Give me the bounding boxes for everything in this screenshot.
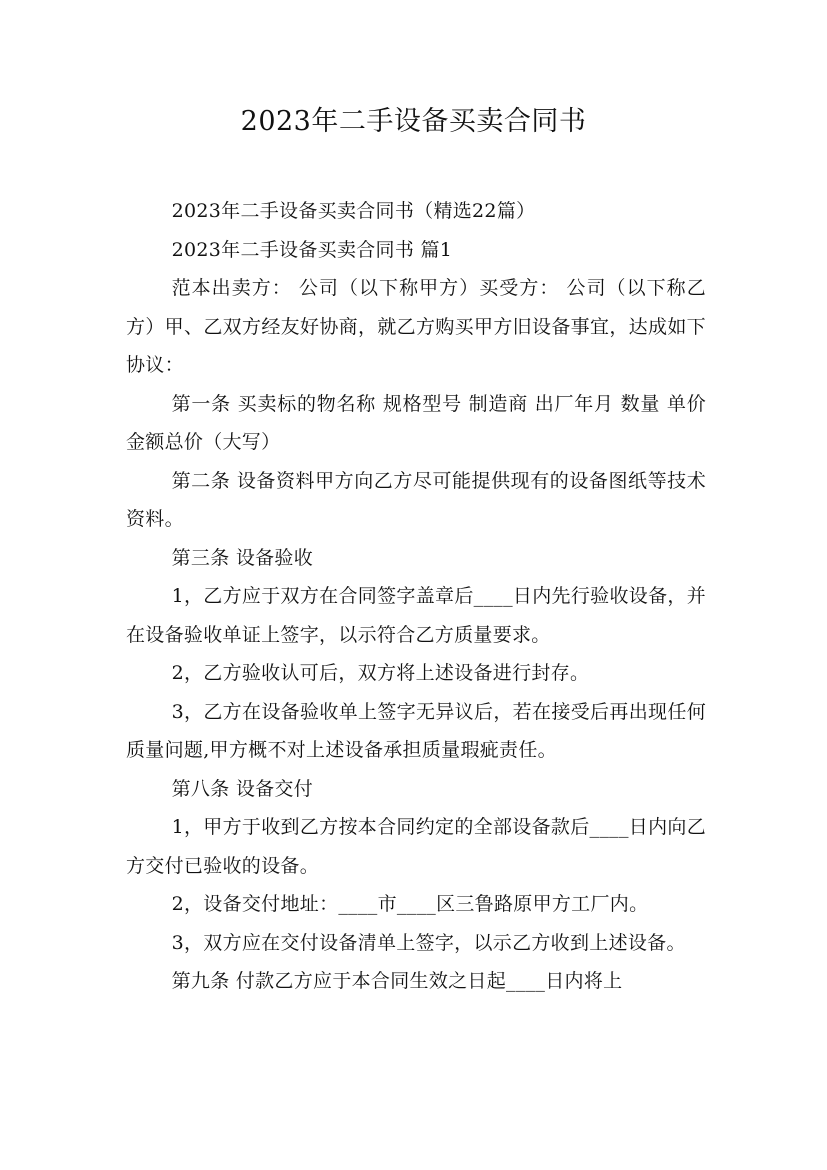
paragraph-subtitle: 2023年二手设备买卖合同书（精选22篇） [171,200,536,222]
paragraph-clause-2: 第二条 设备资料甲方向乙方尽可能提供现有的设备图纸等技术资料。 [126,469,706,530]
document-body [126,192,706,1001]
paragraph-clause-3-item-1: 1，乙方应于双方在合同签字盖章后____日内先行验收设备，并在设备验收单证上签字，以示符合乙方质量要求。 [126,585,706,646]
paragraph-clause-8-item-3: 3，双方应在交付设备清单上签字，以示乙方收到上述设备。 [171,931,686,954]
paragraph-parties: 范本出卖方： 公司（以下称甲方）买受方： 公司（以下称乙方）甲、乙双方经友好协商，就乙方购买甲方旧设备事宜，达成如下协议： [126,277,706,376]
paragraph-clause-1: 第一条 买卖标的物名称 规格型号 制造商 出厂年月 数量 单价 金额总价（大写） [126,392,706,453]
paragraph-clause-3-item-3: 3，乙方在设备验收单上签字无异议后，若在接受后再出现任何质量问题,甲方概不对上述设备承担质量瑕疵责任。 [126,700,706,761]
paragraph-clause-3-item-2: 2，乙方验收认可后，双方将上述设备进行封存。 [171,662,590,684]
paragraph-heading-article-1: 2023年二手设备买卖合同书 篇1 [171,238,453,261]
document-title: 2023年二手设备买卖合同书 [240,106,587,137]
paragraph-clause-8-item-1: 1，甲方于收到乙方按本合同约定的全部设备款后____日内向乙方交付已验收的设备。 [126,816,706,877]
paragraph-clause-3-heading: 第三条 设备验收 [171,546,314,569]
paragraph-clause-8-heading: 第八条 设备交付 [171,777,314,800]
paragraph-clause-9: 第九条 付款乙方应于本合同生效之日起____日内将上 [171,970,623,992]
paragraph-clause-8-item-2: 2，设备交付地址：____市____区三鲁路原甲方工厂内。 [171,893,649,915]
